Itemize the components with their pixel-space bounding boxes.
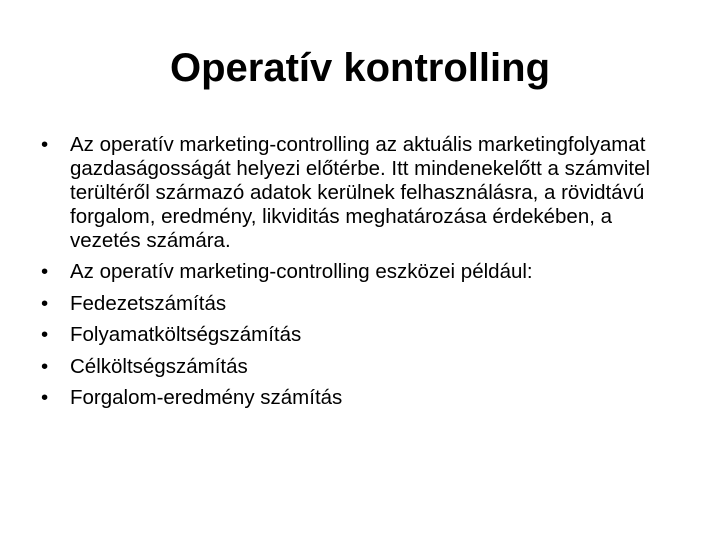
bullet-text: Az operatív marketing-controlling eszközei például: [70,260,533,284]
bullet-marker: • [41,323,49,347]
bullet-item [36,133,676,253]
bullet-item [36,323,676,347]
bullet-item [36,260,676,284]
bullet-marker: • [41,260,49,284]
bullet-item [36,292,676,316]
bullet-marker: • [41,133,49,156]
bullet-text: Folyamatköltségszámítás [70,323,302,347]
bullet-text: Fedezetszámítás [70,291,227,315]
bullet-text: Célköltségszámítás [70,354,248,378]
bullet-item [36,355,676,379]
bullet-marker: • [41,385,49,409]
slide-title: Operatív kontrolling [169,46,551,90]
bullet-text: Az operatív marketing-controlling az aktuális marketingfolyamat gazdaságosságát helyezi előtérbe. Itt mindenekelőtt a számvitel terültéről származó adatok kerülnek felhasználásra, a rövidtávú forgalom, eredmény, likviditás meghatározása érdekében, a vezetés számára. [70,133,651,252]
bullet-list [36,133,676,417]
bullet-item [36,386,676,410]
bullet-text: Forgalom-eredmény számítás [70,385,343,409]
bullet-marker: • [41,354,49,378]
bullet-marker: • [41,291,49,315]
